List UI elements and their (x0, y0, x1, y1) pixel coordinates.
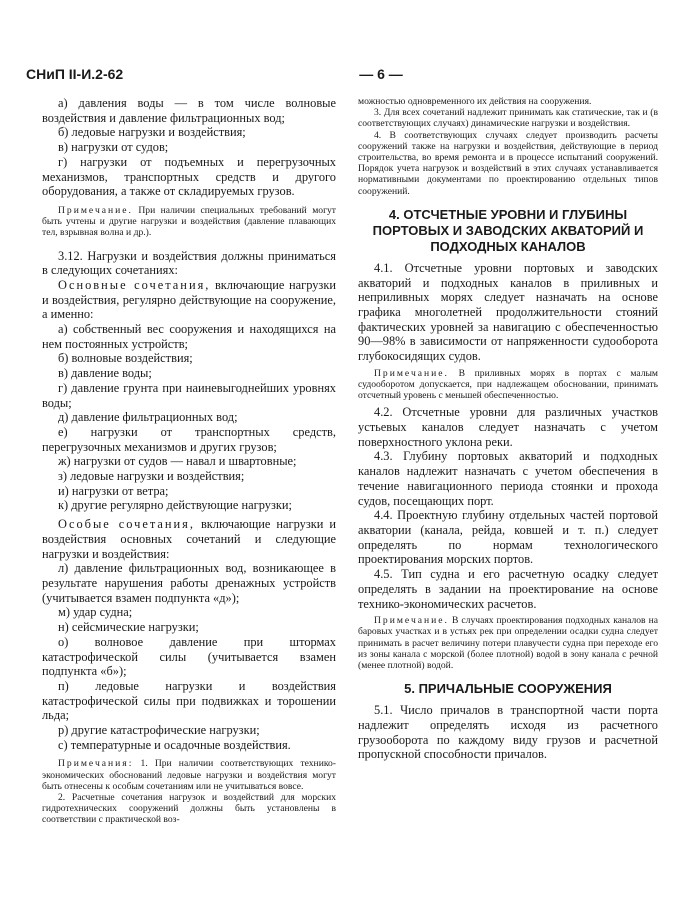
basic-item: к) другие регулярно действующие нагрузки; (58, 498, 292, 513)
basic-item: б) волновые воздействия; (58, 351, 193, 366)
note-1 (42, 205, 336, 239)
loads-item-b: б) ледовые нагрузки и воздействия; (58, 125, 246, 140)
clause-5-1: 5.1. Число причалов в транспортной части порта надлежит определять исходя из расчетного грузооборота по каждому виду грузов и расчетной пропускной способности причалов. (358, 703, 658, 762)
basic-item: з) ледовые нагрузки и воздействия; (58, 469, 245, 484)
page-number: — 6 — (359, 66, 403, 82)
left-column (42, 96, 336, 826)
basic-combinations-label: Основные сочетания, (58, 277, 211, 292)
note-1-label: Примечание. (58, 204, 133, 216)
note-4-5 (358, 615, 658, 671)
note-continuation: можностью одновременного их действия на сооружения. (358, 96, 592, 107)
special-item: о) волновое давление при штормах катастрофической силы (учитывается взамен подпункта «б»); (42, 634, 336, 679)
basic-item: е) нагрузки от транспортных средств, перегрузочных механизмов и других грузов; (42, 424, 336, 454)
basic-item: д) давление фильтрационных вод; (58, 410, 238, 425)
right-column (358, 96, 658, 762)
note-3: 3. Для всех сочетаний надлежит принимать как статические, так и (в соответствующих случаях) динамические нагрузки и воздействия. (358, 107, 658, 130)
loads-item-v: в) нагрузки от судов; (58, 140, 169, 155)
special-combinations-text: включающие нагрузки и воздействия основных сочетаний и следующие нагрузки и воздействия: (42, 517, 336, 561)
basic-combinations-text: включающие нагрузки и воздействия, регулярно действующие на сооружение, а именно: (42, 277, 336, 322)
basic-item: а) собственный вес сооружения и находящихся на нем постоянных устройств; (42, 322, 336, 351)
special-item: н) сейсмические нагрузки; (58, 620, 199, 635)
section-5-title: 5. ПРИЧАЛЬНЫЕ СООРУЖЕНИЯ (404, 681, 612, 697)
special-item: р) другие катастрофические нагрузки; (58, 723, 260, 738)
notes-2 (42, 758, 336, 792)
loads-item-g: г) нагрузки от подъемных и перегрузочных механизмов, транспортных средств и другого оборудования, а также от складируемых грузов. (42, 154, 336, 199)
special-item: л) давление фильтрационных вод, возникающее в результате нарушения работы дренажных устройств (учитывается взамен подпункта «д»); (42, 561, 336, 605)
clause-4-2: 4.2. Отсчетные уровни для различных участков устьевых каналов следует назначать с учетом поверхностного уклона реки. (358, 405, 658, 449)
notes-2-label: Примечания: (58, 758, 134, 770)
basic-item: ж) нагрузки от судов — навал и швартовные; (58, 454, 297, 469)
basic-combinations-intro (42, 278, 336, 322)
page-header (26, 66, 674, 86)
special-item: м) удар судна; (58, 605, 133, 620)
note-4-1-text: В приливных морях в портах с малым судооборотом допускается, при надлежащем обосновании, принимать отсчетный уровень с меньшей обеспеченностью. (358, 367, 658, 402)
basic-item: г) давление грунта при наиневыгоднейших уровнях воды; (42, 380, 336, 410)
note-4-5-text: В случаях проектирования подходных каналов на баровых участках и в устьях рек при определении осадки судна следует принимать в расчет величину потери плавучести судна при переходе его из зоны канала с морской (более плотной) водой в зону канала с речной (менее плотной) водой. (358, 615, 658, 672)
basic-item: и) нагрузки от ветра; (58, 483, 169, 498)
notes-2-item-2: 2. Расчетные сочетания нагрузок и воздействий для морских гидротехнических сооружений должны быть установлены в соответствии с практической воз- (42, 792, 336, 826)
note-1-text: При наличии специальных требований могут быть учтены и другие нагрузки и воздействия (давление плавающих тел, взрывная волна и др.). (42, 204, 336, 239)
loads-item-a: а) давления воды — в том числе волновые воздействия и давление фильтрационных вод; (42, 96, 336, 125)
basic-item: в) давление воды; (58, 366, 152, 381)
clause-4-4: 4.4. Проектную глубину отдельных частей портовой акватории (канала, рейда, ковшей и т. п.) следует определять по нормам технологического проектирования морских портов. (358, 508, 658, 567)
document-code: СНиП II-И.2-62 (26, 66, 124, 82)
clause-4-3: 4.3. Глубину портовых акваторий и подходных каналов надлежит назначать с учетом обеспечения в течение навигационного периода стоянки и прохода судов, посещающих порт. (358, 449, 658, 508)
clause-3-12: 3.12. Нагрузки и воздействия должны приниматься в следующих сочетаниях: (42, 248, 336, 278)
note-4-5-label: Примечание. (374, 615, 449, 627)
note-4-1 (358, 368, 658, 402)
note-4-1-label: Примечание. (374, 367, 449, 379)
special-combinations-label: Особые сочетания, (58, 517, 195, 532)
special-item: с) температурные и осадочные воздействия. (58, 737, 291, 752)
clause-4-5: 4.5. Тип судна и его расчетную осадку следует определять в задании на проектирование на основе технико-экономических расчетов. (358, 567, 658, 611)
notes-2-item-1: 1. При наличии соответствующих технико-экономических обоснований ледовые нагрузки и воздействия могут быть отнесены к особым сочетаниям или не учитываться вовсе. (42, 758, 336, 792)
clause-4-1: 4.1. Отсчетные уровни портовых и заводских акваторий и подходных каналов в приливных и неприливных морях следует назначать на основе графика многолетней продолжительности стояний фактических уровней за навигацию с обеспеченностью 90—98% в зависимости от напряженности судооборота глубокосидящих судов. (358, 260, 658, 364)
section-4-title: 4. ОТСЧЕТНЫЕ УРОВНИ И ГЛУБИНЫ ПОРТОВЫХ И ЗАВОДСКИХ АКВАТОРИЙ И ПОДХОДНЫХ КАНАЛОВ (372, 206, 644, 254)
special-item: п) ледовые нагрузки и воздействия катастрофической силы при подвижках и торошении льда; (42, 678, 336, 723)
note-4: 4. В соответствующих случаях следует производить расчеты сооружений также на нагрузки и воздействия, действующие в период строительства, во время ремонта и в процессе испытаний сооружений. Порядок учета нагрузок и воздействий в этих случаях устанавливается нормативными документами по проектированию отдельных типов сооружений. (358, 129, 658, 197)
special-combinations-intro (42, 517, 336, 561)
